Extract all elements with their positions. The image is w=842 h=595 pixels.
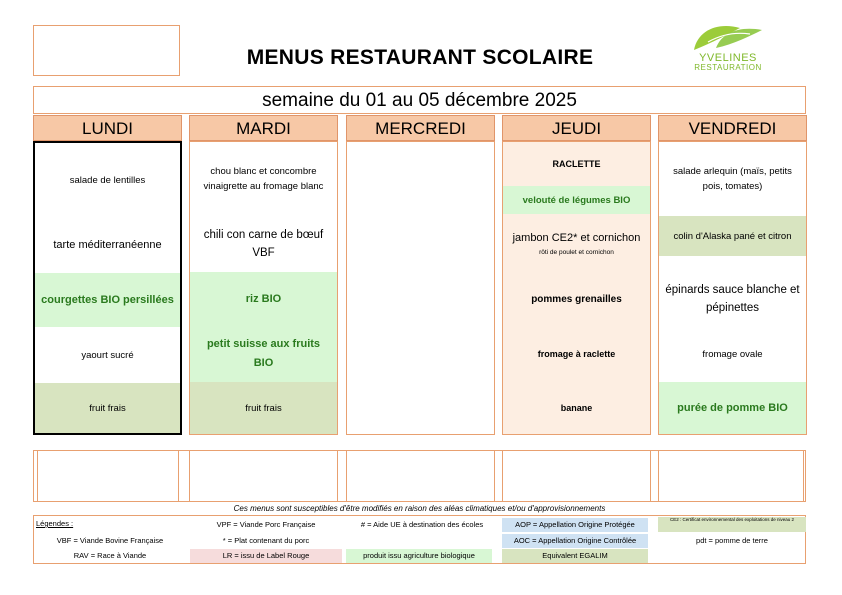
jeudi-side: pommes grenailles	[503, 272, 650, 326]
week-title: semaine du 01 au 05 décembre 2025	[33, 86, 806, 114]
legend-lr: LR = issu de Label Rouge	[190, 549, 342, 563]
disclaimer-note: Ces menus sont susceptibles d'être modifiés en raison des aléas climatiques et/ou d'approvisionnements	[233, 504, 606, 513]
column-mardi	[189, 141, 338, 435]
legend-title: Légendes :	[36, 519, 74, 528]
jeudi-cheese: fromage à raclette	[503, 326, 650, 382]
footer-box-mardi	[189, 450, 338, 502]
column-lundi	[33, 141, 182, 435]
vendredi-dairy: fromage ovale	[702, 348, 763, 360]
lundi-starter: salade de lentilles	[69, 174, 146, 186]
legend-ce2: CE2 : Certificat environnemental des exploitations de niveau 2	[658, 517, 806, 532]
jeudi-raclette: RACLETTE	[503, 142, 650, 186]
mardi-dessert: fruit frais	[190, 382, 337, 434]
legend-egalim: Equivalent EGALIM	[502, 549, 648, 563]
mardi-dairy: petit suisse aux fruits BIO	[190, 326, 337, 382]
footer-box-vendredi	[658, 450, 804, 502]
lundi-main: tarte méditerranéenne	[53, 239, 162, 251]
footer-box-lundi	[37, 450, 179, 502]
logo-line1: YVELINES	[699, 52, 757, 64]
mardi-side: riz BIO	[190, 272, 337, 326]
day-header-lundi: LUNDI	[33, 115, 182, 141]
day-header-mardi: MARDI	[189, 115, 338, 141]
header-empty-box	[33, 25, 180, 76]
legend-aoc: AOC = Appellation Origine Contrôlée	[502, 534, 648, 548]
day-header-jeudi: JEUDI	[502, 115, 651, 141]
jeudi-alt: rôti de poulet et cornichon	[539, 249, 614, 256]
column-mercredi	[346, 141, 495, 435]
footer-box-jeudi	[502, 450, 651, 502]
legend-vbf: VBF = Viande Bovine Française	[56, 536, 164, 545]
page-title: MENUS RESTAURANT SCOLAIRE	[246, 46, 594, 69]
lundi-dairy: yaourt sucré	[81, 349, 134, 361]
mardi-main: chili con carne de bœuf VBF	[203, 229, 324, 259]
day-header-mercredi: MERCREDI	[346, 115, 495, 141]
legend-box	[33, 515, 806, 564]
column-vendredi	[658, 141, 807, 435]
legend-rav: RAV = Race à Viande	[73, 551, 147, 560]
vendredi-dessert: purée de pomme BIO	[659, 382, 806, 434]
leaf-logo-icon	[688, 20, 768, 76]
jeudi-main-cell	[503, 214, 650, 272]
jeudi-dessert: banane	[503, 382, 650, 434]
legend-bio: produit issu agriculture biologique	[346, 549, 492, 563]
legend-aide: # = Aide UE à destination des écoles	[360, 520, 484, 529]
jeudi-main: jambon CE2* et cornichon	[512, 232, 641, 244]
lundi-side: courgettes BIO persillées	[35, 273, 180, 327]
legend-aop: AOP = Appellation Origine Protégée	[502, 518, 648, 532]
jeudi-starter: velouté de légumes BIO	[503, 186, 650, 214]
mardi-starter: chou blanc et concombre vinaigrette au fromage blanc	[203, 166, 324, 192]
legend-vpf: VPF = Viande Porc Française	[216, 520, 316, 529]
logo-line2: RESTAURATION	[694, 63, 762, 72]
vendredi-starter: salade arlequin (maïs, petits pois, tomates)	[673, 166, 792, 192]
lundi-dessert: fruit frais	[35, 383, 180, 433]
vendredi-main: colin d'Alaska pané et citron	[659, 216, 806, 256]
vendredi-side: épinards sauce blanche et pépinettes	[665, 284, 800, 314]
legend-plat: * = Plat contenant du porc	[222, 536, 310, 545]
day-header-vendredi: VENDREDI	[658, 115, 807, 141]
footer-box-mercredi	[346, 450, 495, 502]
column-jeudi	[502, 141, 651, 435]
legend-pdt: pdt = pomme de terre	[696, 536, 768, 545]
